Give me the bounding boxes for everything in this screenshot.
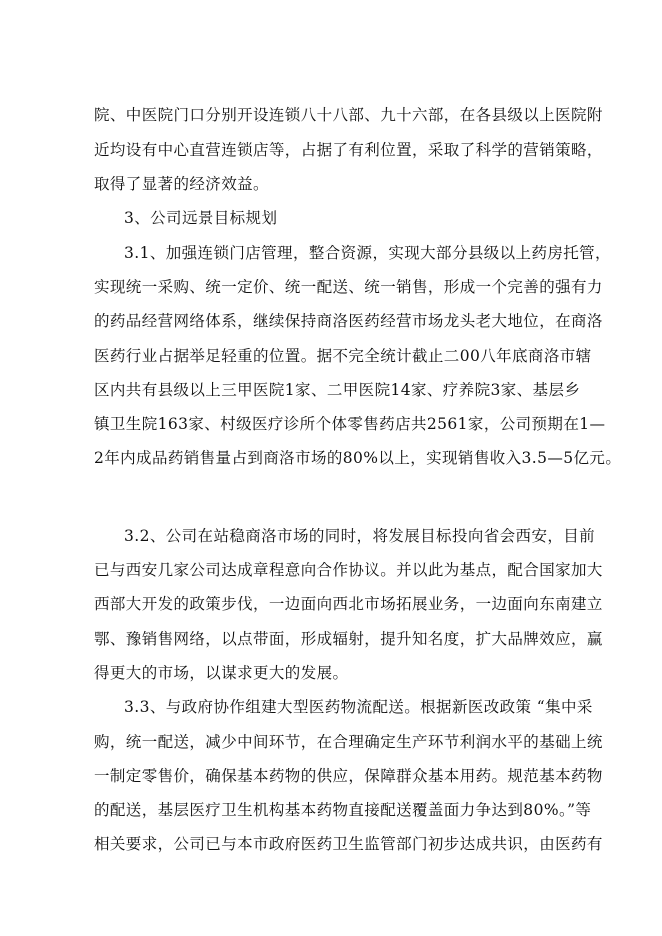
text-line: 近均设有中心直营连锁店等，占据了有利位置，采取了科学的营销策略， [94, 141, 603, 159]
text-line: 2年内成品药销售量占到商洛市场的80%以上，实现销售收入3.5—5亿元。 [94, 449, 622, 467]
text-line: 镇卫生院163家、村级医疗诊所个体零售药店共2561家，公司预期在1— [94, 415, 606, 433]
text-line: 医药行业占据举足轻重的位置。据不完全统计截止二00八年底商洛市辖 [94, 347, 592, 365]
text-line: 的药品经营网络体系，继续保持商洛医药经营市场龙头老大地位，在商洛 [94, 312, 603, 330]
text-line: 实现统一采购、统一定价、统一配送、统一销售，形成一个完善的强有力 [94, 278, 603, 296]
text-line: 区内共有县级以上三甲医院1家、二甲医院14家、疗养院3家、基层乡 [94, 381, 581, 399]
text-line: 一制定零售价，确保基本药物的供应，保障群众基本用药。规范基本药物 [94, 767, 603, 785]
section-heading: 3、公司远景目标规划 [124, 209, 278, 227]
text-line: 院、中医院门口分别开设连锁八十八部、九十六部，在各县级以上医院附 [94, 106, 603, 124]
text-line: 购，统一配送，减少中间环节，在合理确定生产环节利润水平的基础上统 [94, 733, 603, 751]
text-line: 鄂、豫销售网络，以点带面，形成辐射，提升知名度，扩大品牌效应，赢 [94, 630, 603, 648]
text-line: 相关要求，公司已与本市政府医药卫生监管部门初步达成共识，由医药有 [94, 835, 603, 853]
text-line: 得更大的市场，以谋求更大的发展。 [94, 664, 349, 682]
paragraph-first-line: 3.3、与政府协作组建大型医药物流配送。根据新医改政策 “集中采 [124, 698, 593, 716]
text-line: 取得了显著的经济效益。 [94, 175, 269, 193]
text-line: 的配送，基层医疗卫生机构基本药物直接配送覆盖面力争达到80%。”等 [94, 801, 592, 819]
text-line: 西部大开发的政策步伐，一边面向西北市场拓展业务，一边面向东南建立 [94, 595, 603, 613]
paragraph-first-line: 3.2、公司在站稳商洛市场的同时，将发展目标投向省会西安，目前 [124, 527, 596, 545]
paragraph-first-line: 3.1、加强连锁门店管理，整合资源，实现大部分县级以上药房托管， [124, 244, 611, 262]
text-line: 已与西安几家公司达成章程意向合作协议。并以此为基点，配合国家加大 [94, 561, 603, 579]
